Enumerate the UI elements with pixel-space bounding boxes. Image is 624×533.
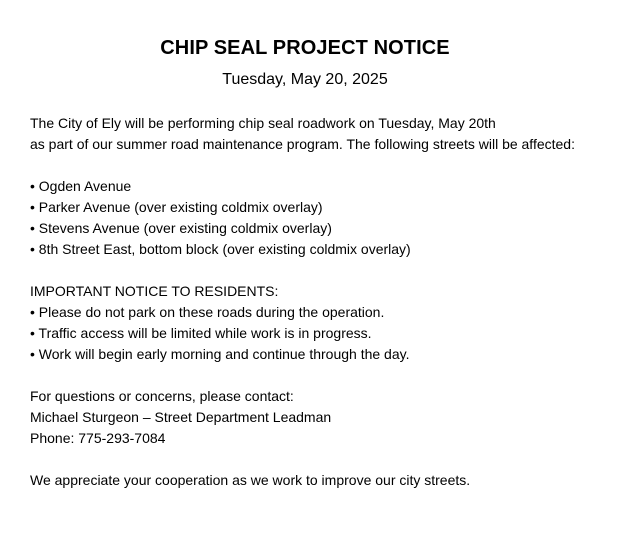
- street-item-stevens: • Stevens Avenue (over existing coldmix overlay): [30, 220, 332, 236]
- affected-streets-list: [30, 176, 615, 260]
- residents-heading: IMPORTANT NOTICE TO RESIDENTS:: [30, 283, 279, 299]
- resident-notes-list: [30, 302, 615, 365]
- intro-line-1: The City of Ely will be performing chip seal roadwork on Tuesday, May 20th: [30, 115, 496, 131]
- closing-statement: We appreciate your cooperation as we work to improve our city streets.: [30, 472, 471, 488]
- spacer: [30, 365, 615, 386]
- contact-name: Michael Sturgeon – Street Department Leadman: [30, 409, 332, 425]
- street-item-8th-street: • 8th Street East, bottom block (over existing coldmix overlay): [30, 241, 411, 257]
- resident-note-schedule: • Work will begin early morning and continue through the day.: [30, 346, 410, 362]
- notice-body: [30, 113, 615, 491]
- contact-intro: For questions or concerns, please contact:: [30, 388, 294, 404]
- street-item-ogden: • Ogden Avenue: [30, 178, 132, 194]
- intro-line-2: as part of our summer road maintenance program. The following streets will be affected:: [30, 136, 575, 152]
- spacer: [30, 260, 615, 281]
- notice-title: CHIP SEAL PROJECT NOTICE: [160, 37, 450, 59]
- street-item-parker: • Parker Avenue (over existing coldmix overlay): [30, 199, 323, 215]
- resident-note-traffic: • Traffic access will be limited while work is in progress.: [30, 325, 372, 341]
- spacer: [30, 155, 615, 176]
- spacer: [30, 449, 615, 470]
- notice-date: Tuesday, May 20, 2025: [222, 71, 388, 88]
- resident-note-parking: • Please do not park on these roads during the operation.: [30, 304, 385, 320]
- contact-phone: Phone: 775-293-7084: [30, 430, 166, 446]
